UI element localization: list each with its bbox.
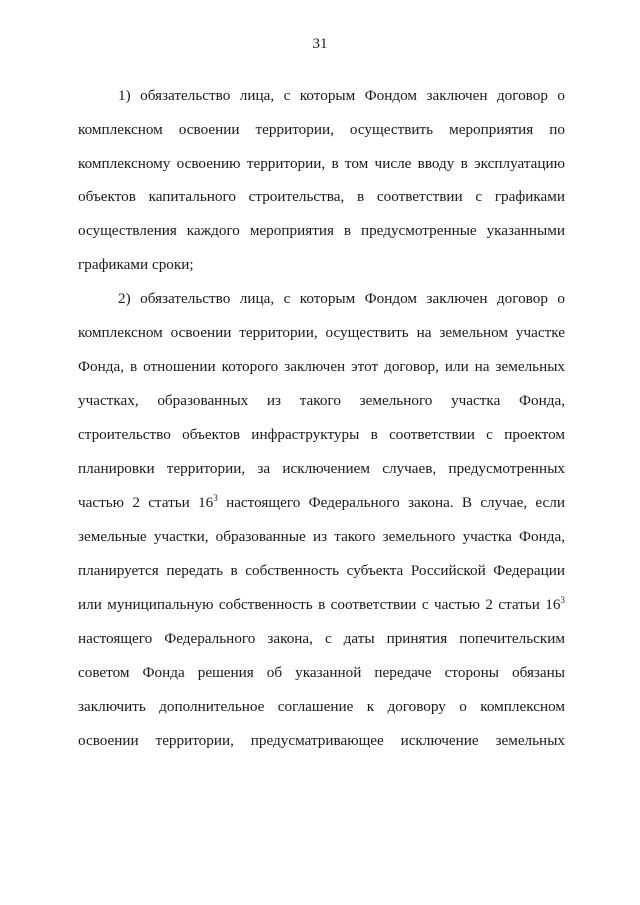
text-line: настоящего Федерального закона, с даты принятия попечительским <box>78 630 565 647</box>
text-line: планировки территории, за исключением случаев, предусмотренных <box>78 460 565 477</box>
superscript: 3 <box>560 594 565 605</box>
text-line: советом Фонда решения об указанной передаче стороны обязаны <box>78 664 565 681</box>
text-line: 1) обязательство лица, с которым Фондом заключен договор о <box>118 87 565 104</box>
text-line: объектов капитального строительства, в соответствии с графиками <box>78 188 565 205</box>
text-line: 2) обязательство лица, с которым Фондом заключен договор о <box>118 290 565 307</box>
text-fragment: настоящего Федерального закона. В случае, если <box>217 494 565 511</box>
text-line: комплексном освоении территории, осуществить на земельном участке <box>78 324 565 341</box>
text-line: строительство объектов инфраструктуры в соответствии с проектом <box>78 426 565 443</box>
text-line: комплексному освоению территории, в том числе вводу в эксплуатацию <box>78 155 565 172</box>
text-line: освоении территории, предусматривающее исключение земельных <box>78 732 565 749</box>
text-line: графиками сроки; <box>78 256 194 273</box>
text-fragment: частью 2 статьи 16 <box>78 494 214 511</box>
text-line: осуществления каждого мероприятия в предусмотренные указанными <box>78 222 565 239</box>
text-fragment: или муниципальную собственность в соответствии с частью 2 статьи 16 <box>78 596 561 613</box>
text-line: земельные участки, образованные из такого земельного участка Фонда, <box>78 528 565 545</box>
text-line-with-superscript <box>78 493 565 513</box>
text-line-with-superscript <box>78 595 565 615</box>
text-line: заключить дополнительное соглашение к договору о комплексном <box>78 698 565 715</box>
text-line: Фонда, в отношении которого заключен этот договор, или на земельных <box>78 358 565 375</box>
text-line: планируется передать в собственность субъекта Российской Федерации <box>78 562 565 579</box>
text-line: участках, образованных из такого земельного участка Фонда, <box>78 392 565 409</box>
page-number: 31 <box>312 36 328 52</box>
superscript: 3 <box>213 492 218 503</box>
text-line: комплексном освоении территории, осуществить мероприятия по <box>78 121 565 138</box>
